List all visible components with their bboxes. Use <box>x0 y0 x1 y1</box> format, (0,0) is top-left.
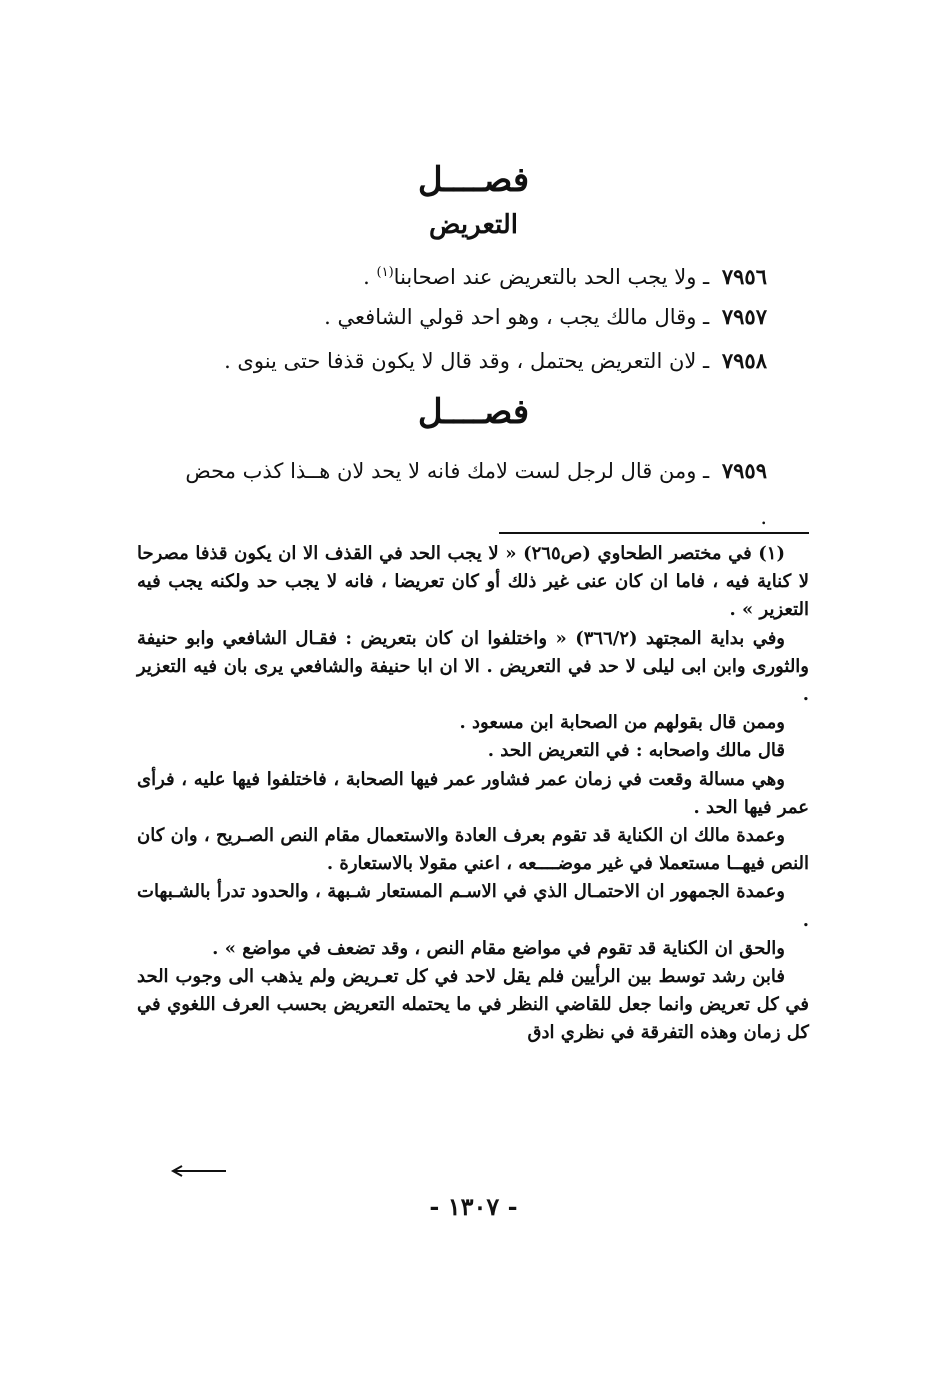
footnote-paragraph: وممن قال بقولهم من الصحابة ابن مسعود . <box>459 712 785 734</box>
paragraph-7959 <box>177 448 767 540</box>
paragraph-7957 <box>167 298 767 336</box>
continuation-arrow-icon <box>170 1164 226 1178</box>
section-heading-tarid: التعريض <box>429 210 518 240</box>
footnote-paragraph: وعمدة الجمهور ان الاحتمـال الذي في الاسـم المستعار شـبهة ، والحدود تدرأ بالشـبهات . <box>137 881 809 931</box>
paragraph-end: . <box>363 265 377 289</box>
section-heading-fasl-2: فصــــل <box>417 392 530 432</box>
paragraph-text: ـ ولا يجب الحد بالتعريض عند اصحابنا <box>393 265 710 289</box>
paragraph-text: ـ ومن قال لرجل لست لامك فانه لا يحد لان هــذا كذب محض . <box>185 459 767 529</box>
paragraph-text: ـ وقال مالك يجب ، وهو احد قولي الشافعي . <box>324 305 710 329</box>
paragraph-number: ٧٩٥٩ <box>721 458 767 483</box>
paragraph-text: ـ لان التعريض يحتمل ، وقد قال لا يكون قذفا حتى ينوى . <box>224 349 710 373</box>
section-heading-fasl: فصــــل <box>417 160 530 200</box>
paragraph-number: ٧٩٥٧ <box>721 304 767 329</box>
paragraph-7958 <box>167 342 767 380</box>
paragraph-number: ٧٩٥٨ <box>721 348 767 373</box>
footnote-paragraph: وهي مسالة وقعت في زمان عمر فشاور عمر فيها الصحابة ، فاختلفوا فيها عليه ، فرأى عمر فيها الحد . <box>137 768 809 818</box>
footnote-paragraph: فابن رشد توسط بين الرأيين فلم يقل لاحد في كل تعـريض ولم يذهب الى وجوب الحد في كل تعريض وانما جعل للقاضي النظر في ما يحتمله التعريض بحسب العرف اللغوي في كل زمان وهذه التفرقة في نظري ادق <box>137 966 809 1044</box>
footnote-paragraph: (١) في مختصر الطحاوي (ص٢٦٥) « لا يجب الحد في القذف الا ان يكون قذفا مصرحا لا كناية فيه ، فاما ان كان عنى غير ذلك أو كان تعريضا ، فانه لا يجب حد ولكنه يجب فيه التعزير » . <box>137 543 809 621</box>
footnote-paragraph: والحق ان الكناية قد تقوم في مواضع مقام النص ، وقد تضعف في مواضع » . <box>212 937 785 959</box>
footnote-paragraph: وفي بداية المجتهد (٣٦٦/٢) « واختلفوا ان كان بتعريض : فقـال الشافعي وابو حنيفة والثورى وابن ابى ليلى لا حد في التعريض . الا ان ابا حنيفة والشافعي يرى بان فيه التعزير . <box>137 627 809 706</box>
footnotes <box>137 540 809 1048</box>
footnote-marker: (١) <box>376 265 394 280</box>
paragraph-7956 <box>167 254 767 296</box>
footnote-paragraph: وعمدة مالك ان الكناية قد تقوم بعرف العادة والاستعمال مقام النص الصـريح ، وان كان النص فيهــا مستعملا في غير موضــــعه ، اعني مقولا بالاستعارة . <box>137 825 809 875</box>
page-number: - ١٣٠٧ - <box>429 1192 518 1221</box>
footnote-paragraph: قال مالك واصحابه : في التعريض الحد . <box>487 740 785 762</box>
paragraph-number: ٧٩٥٦ <box>721 264 767 289</box>
footnote-divider <box>499 532 809 534</box>
